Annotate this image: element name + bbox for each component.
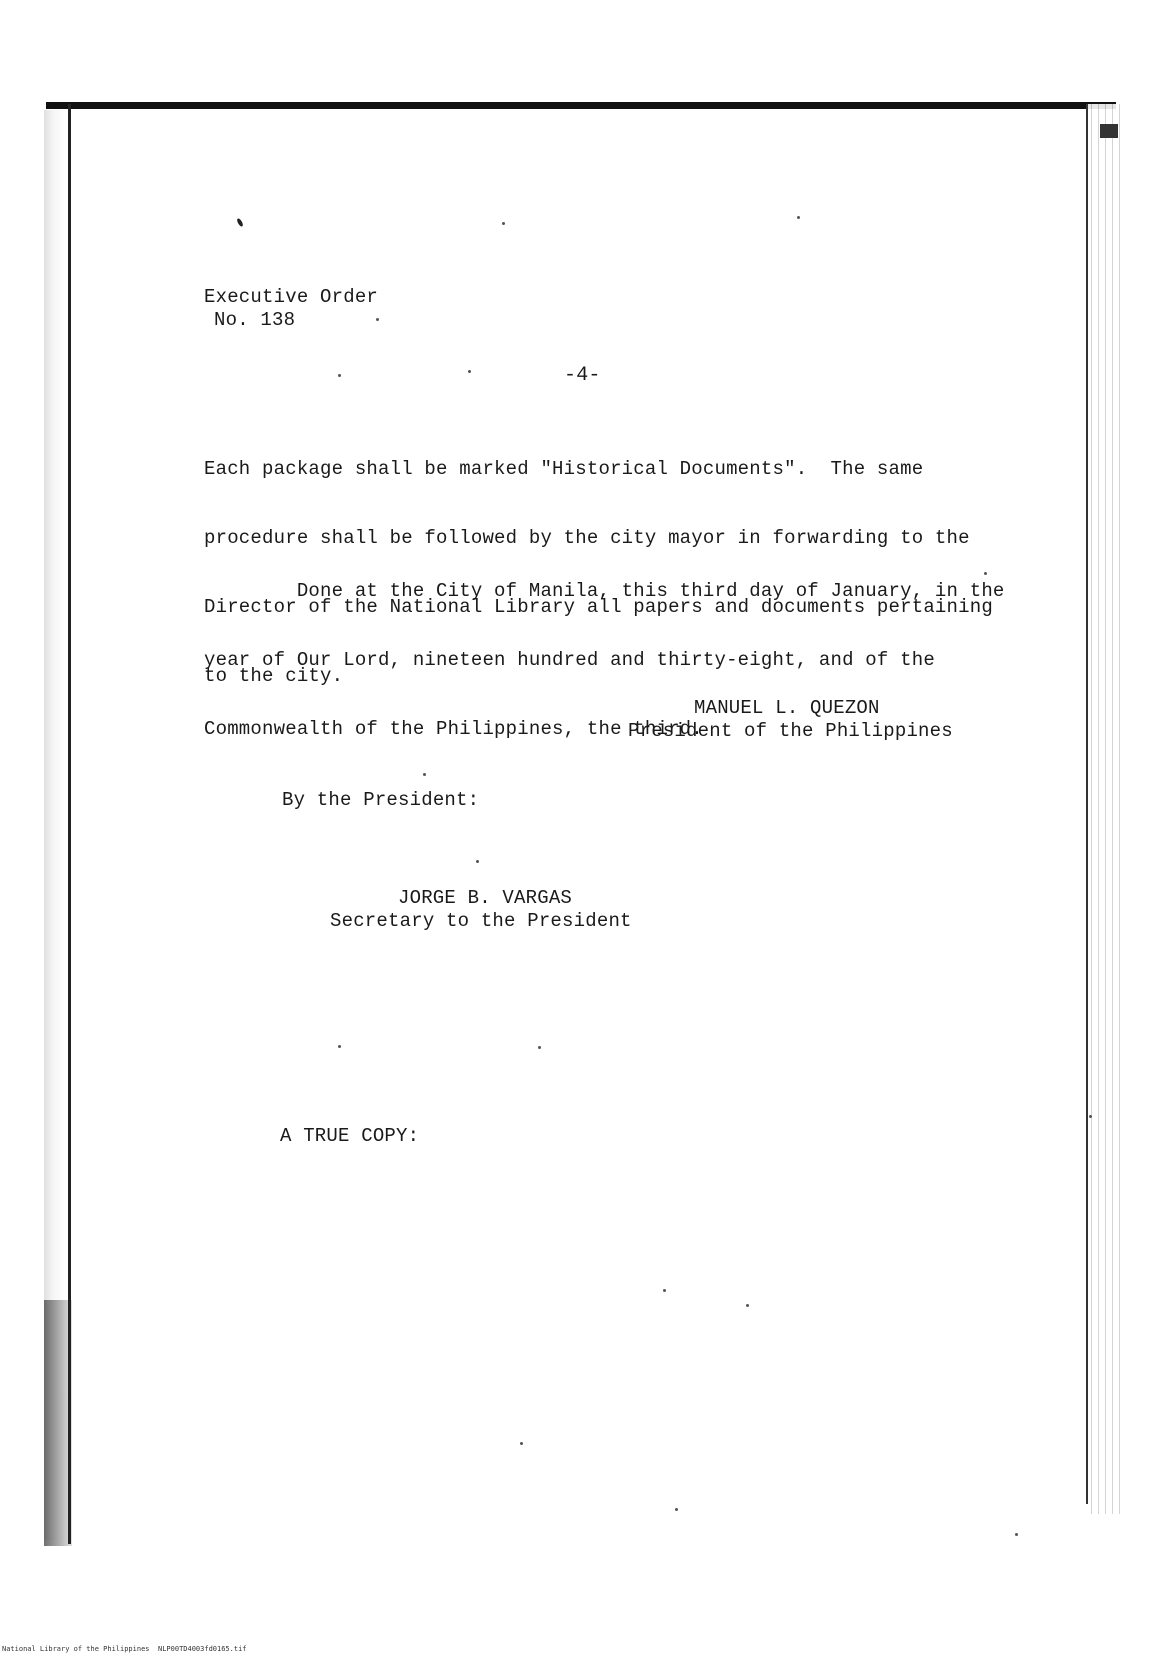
secretary-name: JORGE B. VARGAS: [398, 887, 573, 909]
scan-speck: [376, 318, 379, 321]
scan-speck: [502, 222, 505, 225]
scan-speck: [1089, 1115, 1092, 1118]
executive-order-number: No. 138: [214, 309, 296, 331]
scan-speck: [236, 218, 244, 228]
president-name: MANUEL L. QUEZON: [694, 697, 880, 719]
scan-speck: [1015, 1533, 1018, 1536]
scan-speck: [468, 370, 471, 373]
footer-source: National Library of the Philippines: [2, 1645, 150, 1653]
executive-order-heading: Executive Order: [204, 286, 379, 308]
president-title: President of the Philippines: [628, 720, 953, 742]
paragraph-line: Done at the City of Manila, this third day of January, in the: [204, 580, 1005, 602]
paragraph-done-at: [204, 534, 1005, 787]
paragraph-line: Director of the National Library all papers and documents pertaining: [204, 596, 993, 618]
scan-speck: [338, 374, 341, 377]
true-copy-label: A TRUE COPY:: [280, 1125, 420, 1147]
paragraph-line: to the city.: [204, 665, 344, 687]
by-the-president: By the President:: [282, 789, 480, 811]
scan-speck: [797, 216, 800, 219]
scan-top-border: [46, 102, 1116, 109]
paragraph-line: Commonwealth of the Philippines, the third.: [204, 718, 703, 740]
scan-speck: [538, 1046, 541, 1049]
footer-filename: NLP00TD4003fd0165.tif: [158, 1645, 247, 1653]
scan-speck: [663, 1289, 666, 1292]
scan-speck: [746, 1304, 749, 1307]
paragraph-line: Each package shall be marked "Historical Documents". The same: [204, 458, 924, 480]
page-number: -4-: [564, 364, 601, 387]
scan-speck: [476, 860, 479, 863]
scan-left-border: [68, 104, 71, 1544]
paragraph-line: procedure shall be followed by the city mayor in forwarding to the: [204, 527, 970, 549]
scan-speck: [675, 1508, 678, 1511]
scan-speck: [520, 1442, 523, 1445]
secretary-title: Secretary to the President: [330, 910, 632, 932]
scan-right-edge-texture: [1088, 104, 1120, 1514]
scan-speck: [338, 1045, 341, 1048]
scan-right-border: [1086, 104, 1088, 1504]
scan-right-mark: [1100, 124, 1118, 138]
paragraph-line: year of Our Lord, nineteen hundred and thirty-eight, and of the: [204, 649, 935, 671]
